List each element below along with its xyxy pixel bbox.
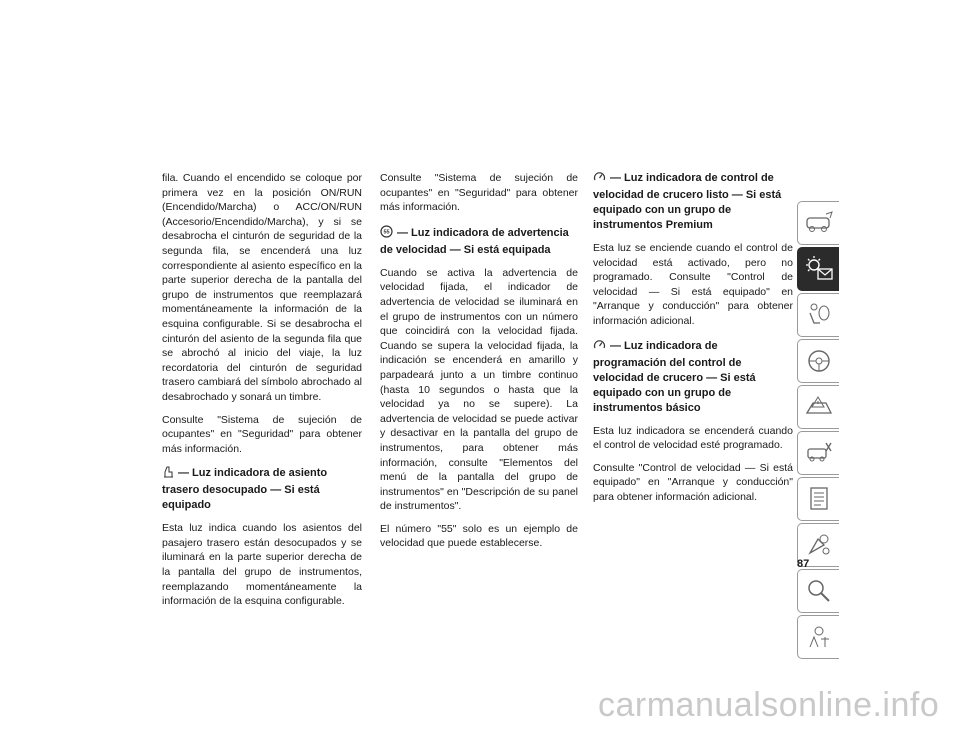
section-heading: — Luz indicadora de asiento trasero desocupado — Si está equipado (162, 467, 328, 512)
watermark: carmanualsonline.info (598, 686, 940, 724)
cruise-control-set-icon (593, 339, 606, 356)
column-left (162, 171, 362, 617)
paragraph: Cuando se activa la advertencia de velocidad fijada, el indicador de advertencia de velocidad se iluminará en el grupo de instrumentos con un número que coincidirá con la velocidad fijada. Cuando se supera la velocidad fijada, la indicación se encenderá en amarillo y parpadeará junto a un timbre continuo (hasta 10 segundos o hasta que la velocidad ya no se supere). La advertencia de velocidad se puede activar y desactivar en la pantalla del grupo de instrumentos, para obtener más información, consulte "Elementos del menú de la pantalla del grupo de instrumentos" en "Descripción de su panel de instrumentos". (380, 266, 578, 513)
car-intro-tab[interactable] (797, 201, 839, 245)
speed-warning-icon (380, 225, 393, 243)
rear-seat-unoccupied-icon (162, 466, 174, 483)
service-tab[interactable] (797, 431, 839, 475)
paragraph: Consulte "Control de velocidad — Si está equipado" en "Arranque y conducción" para obtener información adicional. (593, 461, 793, 503)
steering-wheel-tab[interactable] (797, 339, 839, 383)
paragraph: Consulte "Sistema de sujeción de ocupantes" en "Seguridad" para obtener más información. (380, 172, 578, 214)
section-heading: — Luz indicadora de programación del control de velocidad de crucero — Si está equipado con un grupo de instrumentos básico (593, 339, 756, 414)
paragraph: fila. Cuando el encendido se coloque por primera vez en la posición ON/RUN (Encendido/Marcha) o ACC/ON/RUN (Accesorio/Encendido/Marcha), y si se desabrocha el cinturón de seguridad de la segunda fila, se encenderá una luz correspondiente al asiento específico en la parte superior derecha de la pantalla del grupo de instrumentos que reemplazará momentáneamente la información de la esquina configurable. Si se desabrocha el cinturón del asiento de la segunda fila que se abrochó al inicio del viaje, la luz recordatoria del cinturón de seguridad trasero cambiará del símbolo abrochado al desabrochado y sonará un timbre. (162, 172, 362, 403)
maintenance-list-tab[interactable] (797, 477, 839, 521)
warning-lights-tab[interactable] (797, 247, 839, 291)
section-heading: 55 — Luz indicadora de advertencia de velocidad — Si está equipada (380, 226, 569, 256)
emergency-tab[interactable] (797, 385, 839, 429)
section-heading: — Luz indicadora de control de velocidad de crucero listo — Si está equipado con un grupo de instrumentos Premium (593, 172, 782, 231)
speed-icon-label: 55 (383, 229, 390, 236)
paragraph: Esta luz indicadora se encenderá cuando el control de velocidad esté programado. (593, 424, 793, 452)
column-middle (380, 171, 578, 559)
paragraph: Esta luz indica cuando los asientos del pasajero trasero están desocupados y se iluminará en la parte superior derecha de la pantalla del grupo de instrumentos, reemplazando momentáneamente la información de la esquina configurable. (162, 522, 362, 608)
column-right (593, 171, 793, 513)
search-tab[interactable] (797, 569, 839, 613)
cruise-control-ready-icon (593, 171, 606, 188)
section-tabs (797, 201, 842, 661)
airbag-tab[interactable] (797, 293, 839, 337)
page-number: 87 (797, 558, 810, 570)
paragraph: El número "55" solo es un ejemplo de velocidad que puede establecerse. (380, 522, 578, 550)
paragraph: Consulte "Sistema de sujeción de ocupantes" en "Seguridad" para obtener más información. (162, 413, 362, 455)
paragraph: Esta luz se enciende cuando el control de velocidad está activado, pero no programado. Consulte "Control de velocidad — Si está equipado" en "Arranque y conducción" para obtener información adicional. (593, 242, 793, 327)
languages-tab[interactable] (797, 615, 839, 659)
